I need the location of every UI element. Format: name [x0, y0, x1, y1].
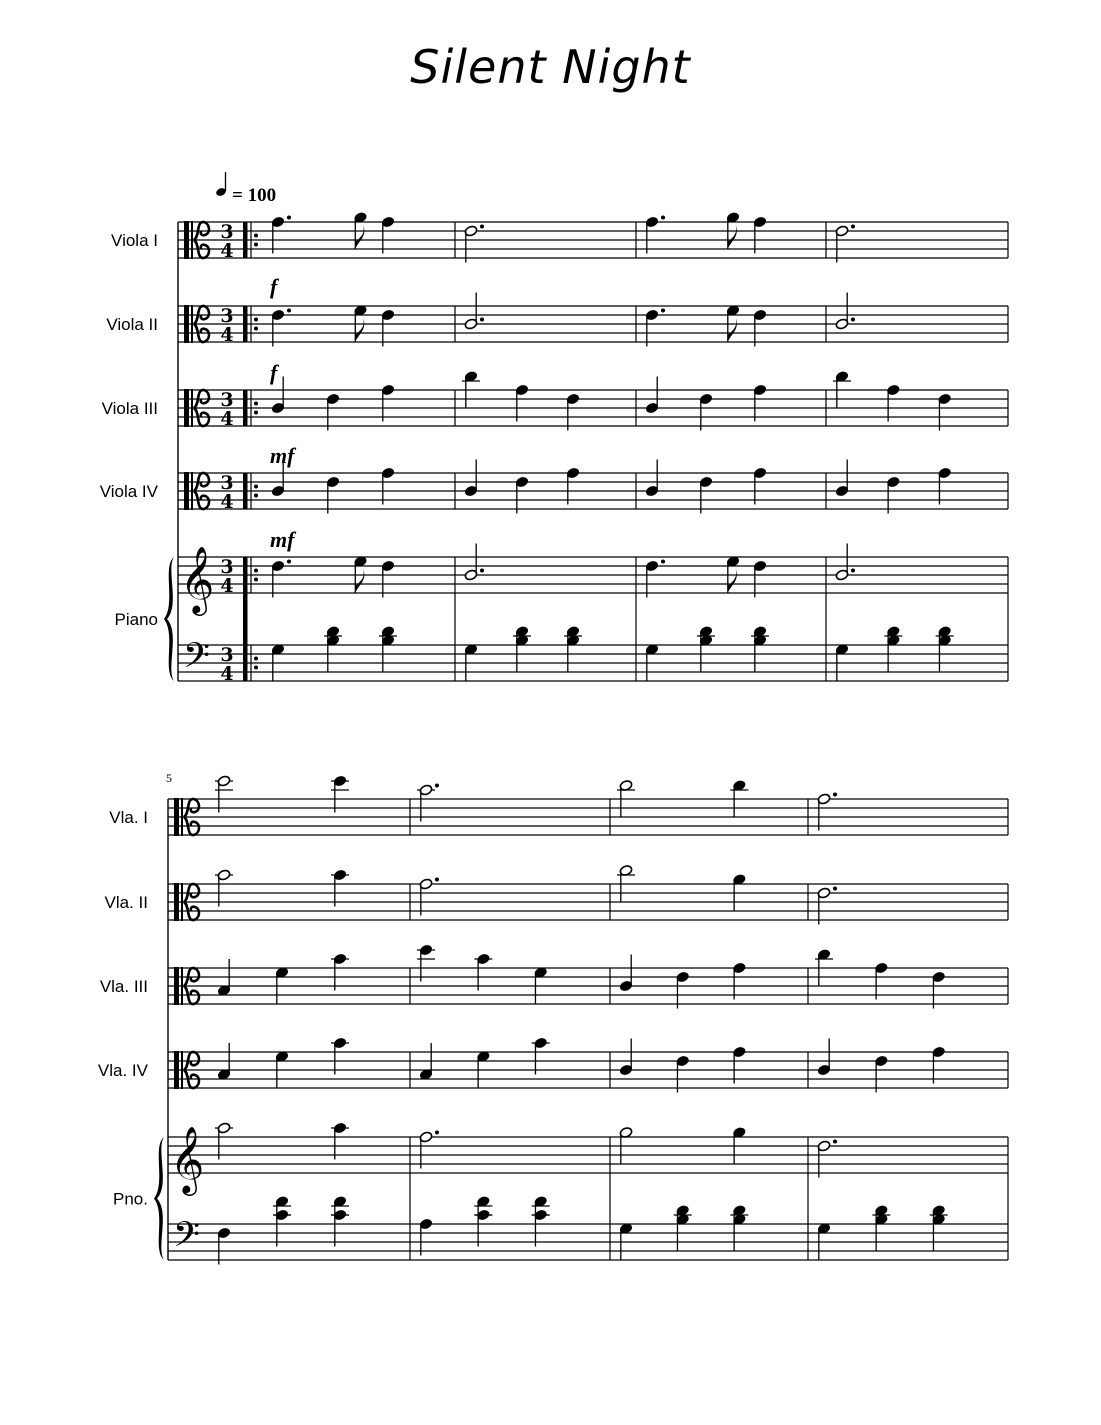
- augmentation-dot: [851, 318, 855, 322]
- instrument-label: Vla. IV: [97, 1061, 148, 1080]
- repeat-thick-bar: [243, 473, 248, 509]
- repeat-thick-bar: [243, 557, 248, 645]
- time-signature-denominator: 4: [220, 491, 234, 513]
- eighth-flag: [728, 569, 737, 593]
- augmentation-dot: [435, 878, 439, 882]
- time-signature-numerator: 3: [220, 221, 234, 243]
- eighth-flag: [728, 225, 737, 249]
- time-signature-numerator: 3: [220, 305, 234, 327]
- repeat-thick-bar: [243, 306, 248, 342]
- staff-2: [178, 306, 1008, 342]
- augmentation-dot: [661, 216, 665, 220]
- staff-6: [168, 1224, 1008, 1260]
- staff-1: [178, 222, 1008, 258]
- piano-brace: [154, 1137, 164, 1260]
- dynamic-marking: f: [270, 360, 278, 385]
- instrument-label: Viola II: [106, 315, 158, 334]
- augmentation-dot: [833, 1140, 837, 1144]
- repeat-dot: [254, 494, 258, 498]
- repeat-thick-bar: [243, 222, 248, 258]
- augmentation-dot: [287, 560, 291, 564]
- augmentation-dot: [833, 793, 837, 797]
- instrument-label: Vla. III: [99, 977, 148, 996]
- staff-4: [178, 473, 1008, 509]
- staff-5: [178, 557, 1008, 593]
- augmentation-dot: [851, 569, 855, 573]
- treble-clef-icon: 𝄞: [180, 545, 215, 613]
- time-signature-denominator: 4: [220, 663, 234, 685]
- dynamic-marking: mf: [270, 527, 295, 552]
- time-signature-denominator: 4: [220, 324, 234, 346]
- staff-1: [168, 799, 1008, 835]
- repeat-dot: [254, 327, 258, 331]
- piano-brace: [164, 557, 174, 681]
- instrument-label: Vla. II: [104, 893, 148, 912]
- instrument-label: Viola IV: [99, 482, 158, 501]
- augmentation-dot: [480, 569, 484, 573]
- instrument-label: Vla. I: [109, 808, 148, 827]
- tempo-marking: = 100: [232, 185, 277, 206]
- time-signature-numerator: 3: [220, 472, 234, 494]
- augmentation-dot: [287, 309, 291, 313]
- time-signature-numerator: 3: [220, 644, 234, 666]
- augmentation-dot: [851, 225, 855, 229]
- augmentation-dot: [435, 1131, 439, 1135]
- staff-2: [168, 884, 1008, 920]
- instrument-label: Piano: [114, 610, 158, 629]
- augmentation-dot: [661, 309, 665, 313]
- eighth-flag: [355, 569, 364, 593]
- augmentation-dot: [480, 318, 484, 322]
- repeat-dot: [254, 485, 258, 489]
- instrument-label: Viola I: [111, 231, 158, 250]
- augmentation-dot: [480, 225, 484, 229]
- repeat-dot: [254, 318, 258, 322]
- staff-5: [168, 1137, 1008, 1173]
- augmentation-dot: [661, 560, 665, 564]
- instrument-label: Pno.: [113, 1189, 148, 1209]
- eighth-flag: [728, 318, 737, 342]
- augmentation-dot: [833, 887, 837, 891]
- bass-clef-icon: 𝄢: [183, 635, 211, 684]
- repeat-dot: [254, 234, 258, 238]
- repeat-thick-bar: [243, 645, 248, 681]
- repeat-dot: [254, 411, 258, 415]
- staff-6: [178, 645, 1008, 681]
- dynamic-marking: f: [270, 274, 278, 299]
- repeat-dot: [254, 569, 258, 573]
- measure-number: 5: [166, 771, 172, 785]
- bass-clef-icon: 𝄢: [173, 1214, 201, 1263]
- eighth-flag: [355, 318, 364, 342]
- augmentation-dot: [435, 784, 439, 788]
- dynamic-marking: mf: [270, 443, 295, 468]
- repeat-dot: [254, 578, 258, 582]
- augmentation-dot: [287, 216, 291, 220]
- time-signature-denominator: 4: [220, 575, 234, 597]
- time-signature-denominator: 4: [220, 408, 234, 430]
- repeat-dot: [254, 402, 258, 406]
- repeat-dot: [254, 657, 258, 661]
- eighth-flag: [355, 225, 364, 249]
- repeat-dot: [254, 243, 258, 247]
- instrument-label: Viola III: [101, 399, 158, 418]
- repeat-dot: [254, 666, 258, 670]
- treble-clef-icon: 𝄞: [170, 1125, 205, 1193]
- time-signature-numerator: 3: [220, 556, 234, 578]
- staff-3: [178, 390, 1008, 426]
- staff-3: [168, 968, 1008, 1004]
- repeat-thick-bar: [243, 390, 248, 426]
- time-signature-denominator: 4: [220, 240, 234, 262]
- time-signature-numerator: 3: [220, 389, 234, 411]
- score-title: Silent Night: [410, 40, 691, 94]
